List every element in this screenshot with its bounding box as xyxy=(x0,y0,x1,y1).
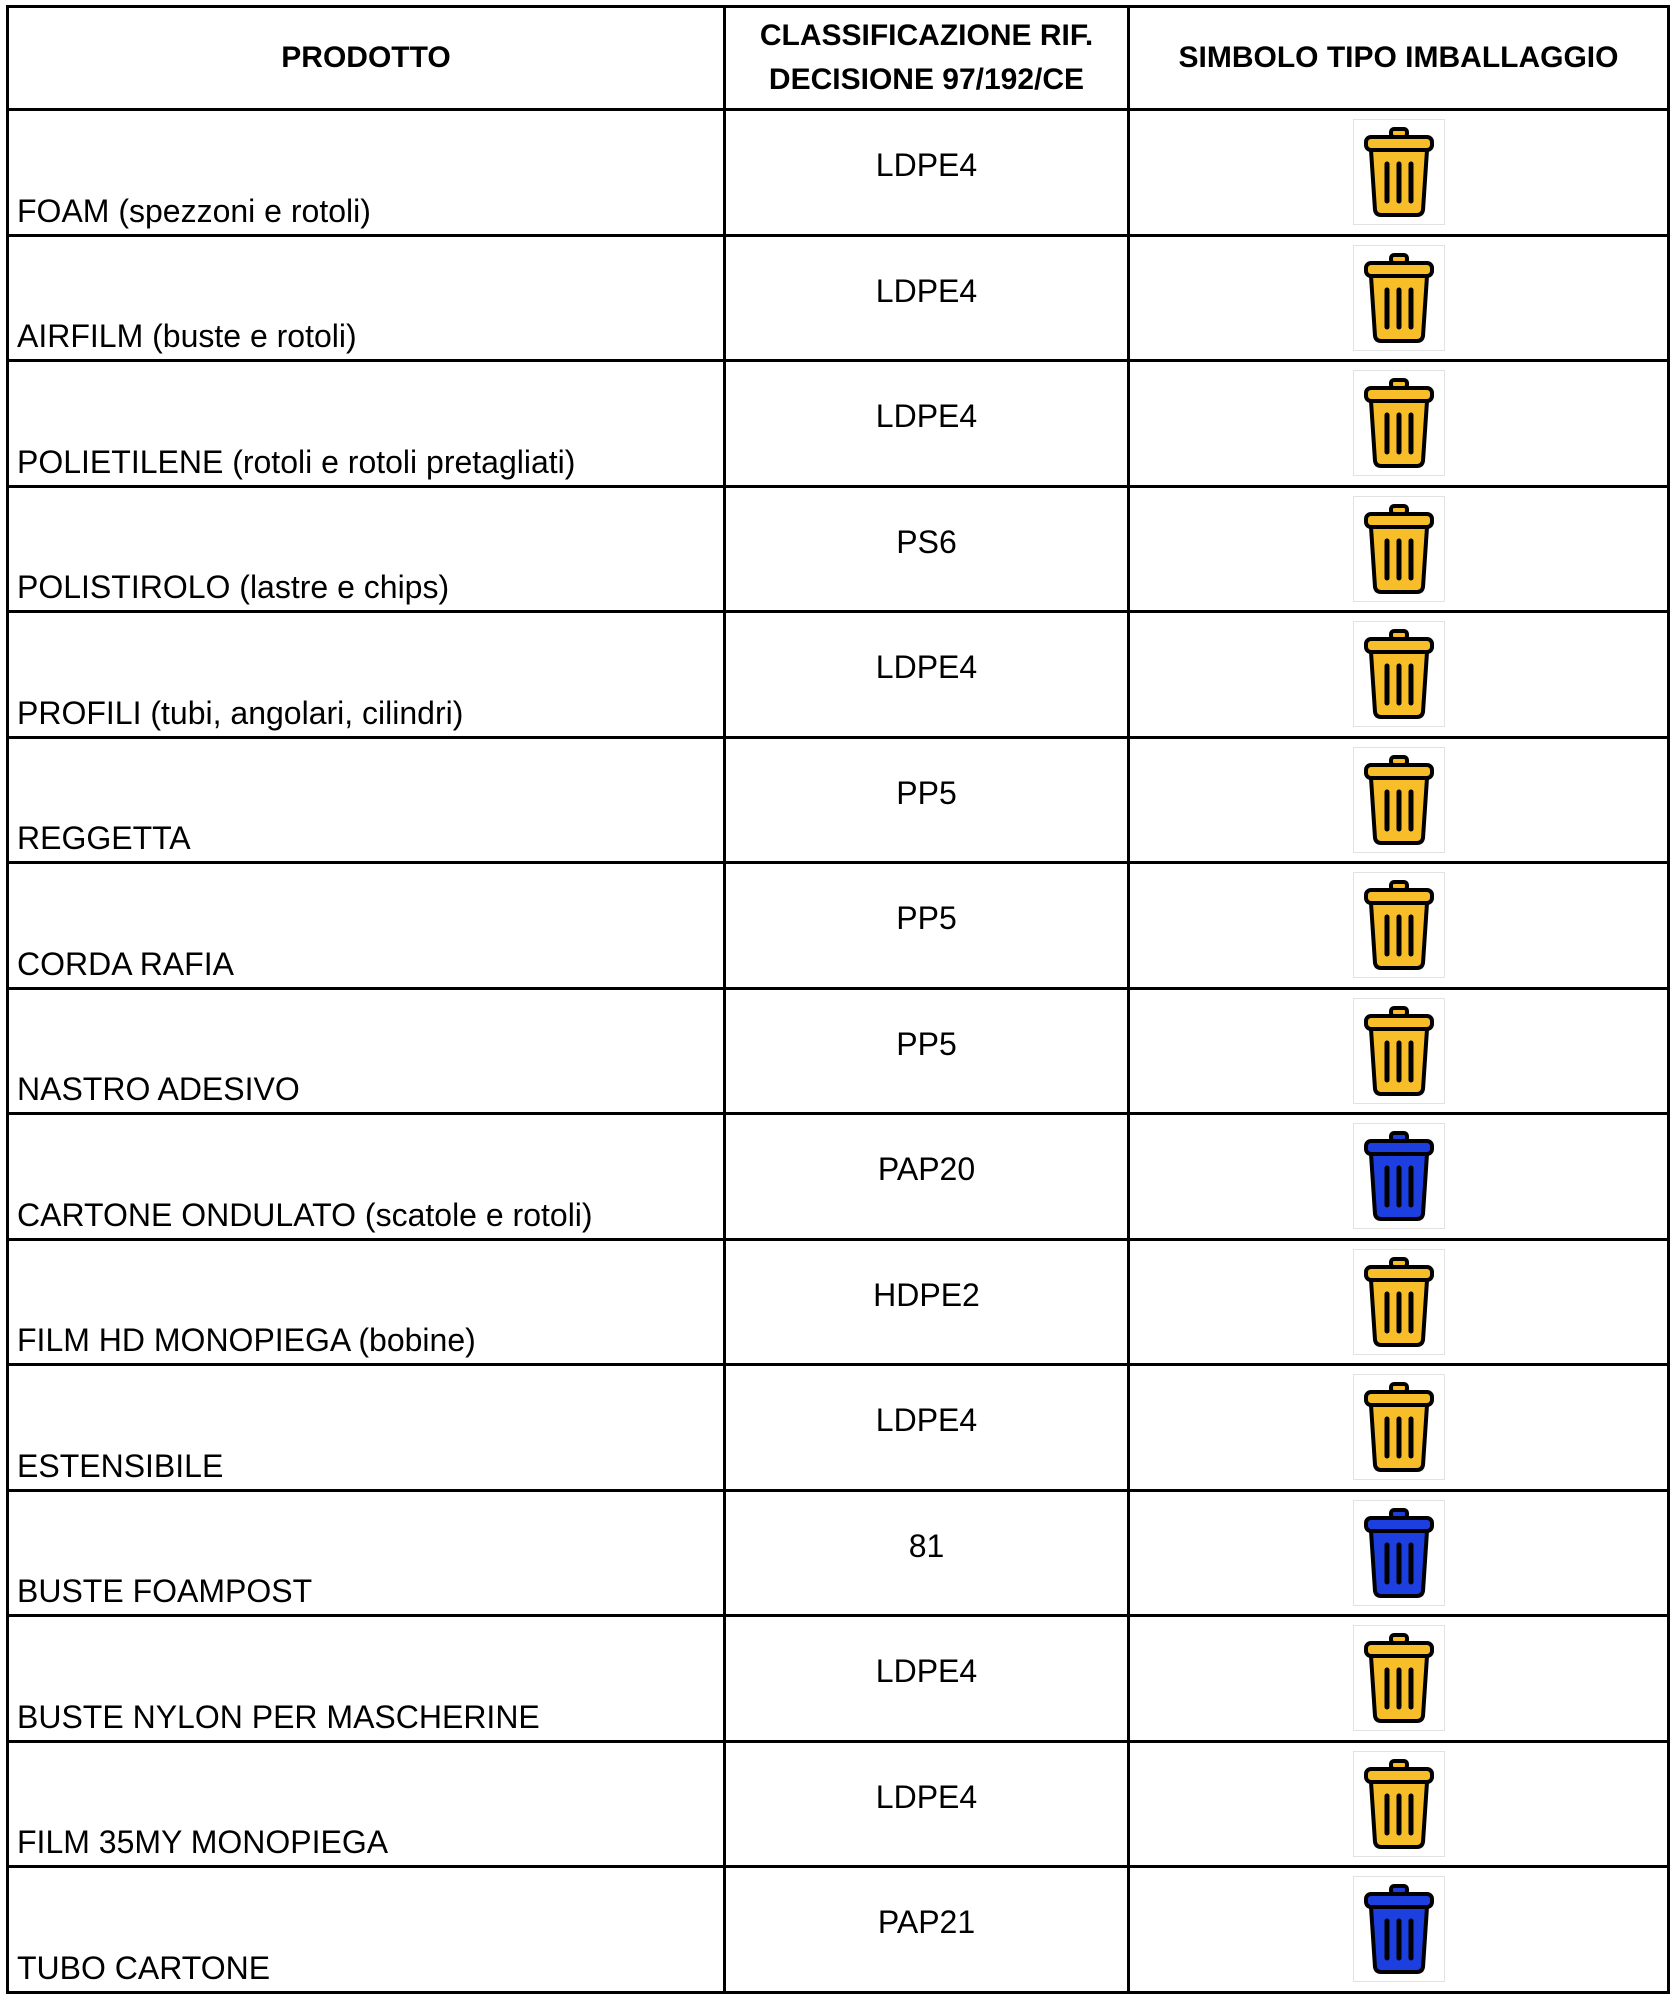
classification-cell: HDPE2 xyxy=(725,1239,1129,1365)
blue-trash-bin-icon xyxy=(1353,1500,1445,1606)
table-row xyxy=(8,486,1669,612)
classification-cell: PAP20 xyxy=(725,1114,1129,1240)
table-row xyxy=(8,1490,1669,1616)
symbol-cell xyxy=(1129,1616,1669,1742)
product-cell: REGGETTA xyxy=(8,737,725,863)
symbol-cell xyxy=(1129,612,1669,738)
yellow-trash-bin-icon xyxy=(1353,1751,1445,1857)
product-cell: FILM HD MONOPIEGA (bobine) xyxy=(8,1239,725,1365)
product-cell: TUBO CARTONE xyxy=(8,1867,725,1993)
product-cell: CARTONE ONDULATO (scatole e rotoli) xyxy=(8,1114,725,1240)
table-row xyxy=(8,1114,1669,1240)
product-cell: CORDA RAFIA xyxy=(8,863,725,989)
symbol-cell xyxy=(1129,1114,1669,1240)
symbol-cell xyxy=(1129,1867,1669,1993)
header-classification-line2: DECISIONE 97/192/CE xyxy=(768,63,1085,96)
classification-cell: LDPE4 xyxy=(725,235,1129,361)
table-row xyxy=(8,612,1669,738)
classification-cell: PS6 xyxy=(725,486,1129,612)
table-row xyxy=(8,235,1669,361)
table-row xyxy=(8,361,1669,487)
yellow-trash-bin-icon xyxy=(1353,872,1445,978)
table-row xyxy=(8,110,1669,236)
table-row xyxy=(8,1616,1669,1742)
symbol-cell xyxy=(1129,988,1669,1114)
header-product: PRODOTTO xyxy=(8,7,725,110)
symbol-cell xyxy=(1129,863,1669,989)
header-row xyxy=(8,7,1669,110)
blue-trash-bin-icon xyxy=(1353,1123,1445,1229)
header-symbol: SIMBOLO TIPO IMBALLAGGIO xyxy=(1129,7,1669,110)
yellow-trash-bin-icon xyxy=(1353,621,1445,727)
product-cell: PROFILI (tubi, angolari, cilindri) xyxy=(8,612,725,738)
classification-cell: LDPE4 xyxy=(725,361,1129,487)
symbol-cell xyxy=(1129,1239,1669,1365)
table-row xyxy=(8,863,1669,989)
yellow-trash-bin-icon xyxy=(1353,370,1445,476)
product-cell: NASTRO ADESIVO xyxy=(8,988,725,1114)
blue-trash-bin-icon xyxy=(1353,1876,1445,1982)
symbol-cell xyxy=(1129,110,1669,236)
table-row xyxy=(8,988,1669,1114)
product-cell: BUSTE NYLON PER MASCHERINE xyxy=(8,1616,725,1742)
classification-cell: PP5 xyxy=(725,863,1129,989)
product-cell: POLISTIROLO (lastre e chips) xyxy=(8,486,725,612)
packaging-table xyxy=(6,5,1670,1994)
classification-cell: LDPE4 xyxy=(725,612,1129,738)
yellow-trash-bin-icon xyxy=(1353,496,1445,602)
symbol-cell xyxy=(1129,1365,1669,1491)
symbol-cell xyxy=(1129,235,1669,361)
classification-cell: PAP21 xyxy=(725,1867,1129,1993)
table-row xyxy=(8,1867,1669,1993)
classification-cell: PP5 xyxy=(725,737,1129,863)
symbol-cell xyxy=(1129,737,1669,863)
yellow-trash-bin-icon xyxy=(1353,1374,1445,1480)
yellow-trash-bin-icon xyxy=(1353,1249,1445,1355)
yellow-trash-bin-icon xyxy=(1353,119,1445,225)
product-cell: FILM 35MY MONOPIEGA xyxy=(8,1741,725,1867)
table-row xyxy=(8,1741,1669,1867)
symbol-cell xyxy=(1129,1490,1669,1616)
symbol-cell xyxy=(1129,1741,1669,1867)
table-row xyxy=(8,737,1669,863)
classification-cell: 81 xyxy=(725,1490,1129,1616)
header-classification xyxy=(725,7,1129,110)
classification-cell: LDPE4 xyxy=(725,1616,1129,1742)
header-classification-line1: CLASSIFICAZIONE RIF. xyxy=(759,19,1094,52)
product-cell: POLIETILENE (rotoli e rotoli pretagliati) xyxy=(8,361,725,487)
product-cell: FOAM (spezzoni e rotoli) xyxy=(8,110,725,236)
table-row xyxy=(8,1239,1669,1365)
symbol-cell xyxy=(1129,486,1669,612)
classification-cell: LDPE4 xyxy=(725,1365,1129,1491)
table-body xyxy=(8,110,1669,1993)
yellow-trash-bin-icon xyxy=(1353,245,1445,351)
symbol-cell xyxy=(1129,361,1669,487)
classification-cell: PP5 xyxy=(725,988,1129,1114)
product-cell: BUSTE FOAMPOST xyxy=(8,1490,725,1616)
yellow-trash-bin-icon xyxy=(1353,998,1445,1104)
product-cell: AIRFILM (buste e rotoli) xyxy=(8,235,725,361)
classification-cell: LDPE4 xyxy=(725,110,1129,236)
classification-cell: LDPE4 xyxy=(725,1741,1129,1867)
yellow-trash-bin-icon xyxy=(1353,1625,1445,1731)
product-cell: ESTENSIBILE xyxy=(8,1365,725,1491)
yellow-trash-bin-icon xyxy=(1353,747,1445,853)
table-row xyxy=(8,1365,1669,1491)
